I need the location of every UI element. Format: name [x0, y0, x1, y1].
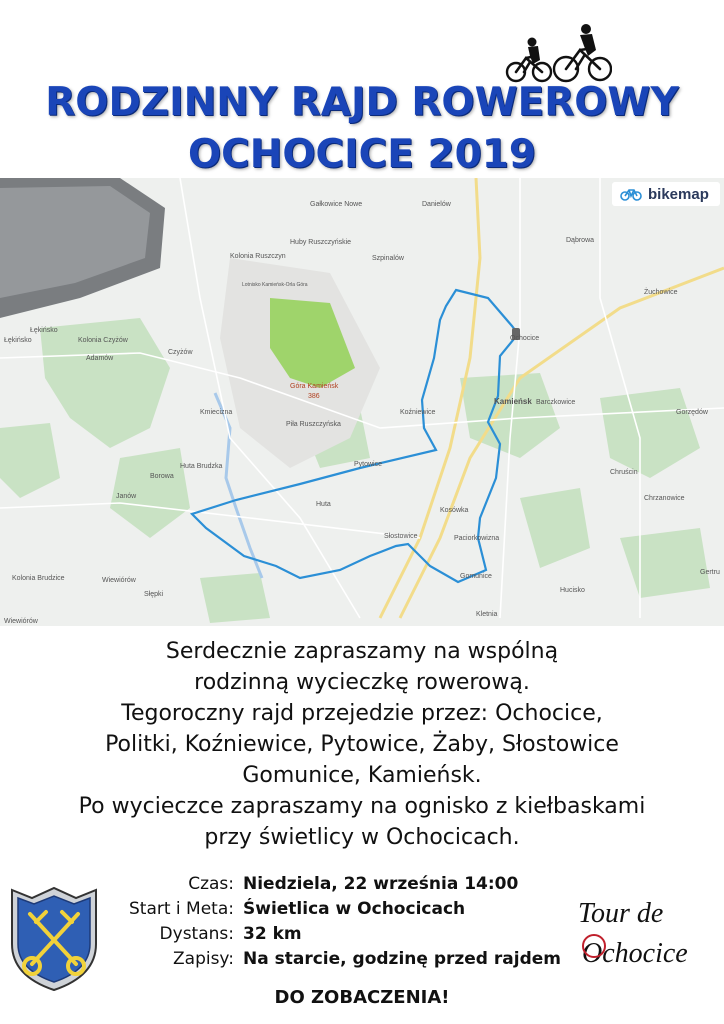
map-label: Gałkowice Nowe: [310, 201, 363, 208]
map-label: Góra Kamieńsk: [290, 383, 339, 390]
map-label: Danielów: [422, 201, 451, 208]
map-label: Adamów: [86, 355, 114, 362]
map-label: Piła Ruszczyńska: [286, 421, 341, 428]
map-label: Kamieńsk: [494, 397, 532, 406]
bikemap-brand-text: bikemap: [648, 185, 709, 203]
detail-label: Zapisy:: [173, 949, 234, 969]
map-label: Kolonia Brudzice: [12, 575, 65, 582]
logo-line-1: Tour de: [578, 898, 664, 929]
closing-text: DO ZOBACZENIA!: [274, 987, 450, 1008]
map-label: Hucisko: [560, 587, 585, 594]
bicycle-icon: [620, 187, 642, 201]
map-label: Kmiecizna: [200, 409, 233, 416]
map-label: Łękińsko: [4, 337, 32, 344]
map-label: Słępki: [144, 591, 164, 598]
map-label: Kletnia: [476, 611, 498, 618]
map-label: Gomunice: [460, 573, 492, 580]
map-label: Kolonia Ruszczyn: [230, 253, 286, 260]
map-label: Huta: [316, 501, 331, 508]
invitation-line: rodzinną wycieczkę rowerową.: [194, 670, 530, 695]
map-label: Kolonia Czyżów: [78, 337, 128, 344]
crossed-keys-coat-of-arms-icon: [6, 884, 102, 994]
map-label: Borowa: [150, 473, 174, 480]
map-label: Szpinalów: [372, 255, 404, 262]
map-label: Żuchowice: [644, 289, 678, 296]
map-label: Ochocice: [510, 335, 540, 342]
detail-label: Dystans:: [159, 924, 234, 944]
detail-label: Start i Meta:: [129, 899, 234, 919]
map-label: Barczkowice: [536, 399, 576, 406]
map-label: Huby Ruszczyńskie: [290, 239, 352, 246]
poster-title-line-1: RODZINNY RAJD ROWEROWY: [45, 80, 679, 125]
detail-value: Niedziela, 22 września 14:00: [243, 874, 519, 894]
map-label: Czyżów: [168, 349, 193, 356]
bikemap-logo: [612, 182, 720, 206]
detail-value: 32 km: [243, 924, 302, 944]
detail-label: Czas:: [188, 874, 234, 894]
map-label: Huta Brudzka: [180, 463, 223, 470]
map-label: Koźniewice: [400, 409, 436, 416]
map-label: Chrzanowice: [644, 495, 685, 502]
invitation-line: Gomunice, Kamieńsk.: [242, 763, 482, 788]
detail-value: Na starcie, godzinę przed rajdem: [243, 949, 561, 969]
invitation-text: [0, 636, 724, 853]
detail-value: Świetlica w Ochocicach: [243, 899, 466, 919]
map-label: Wiewiórów: [4, 618, 38, 625]
cyclists-icon: [500, 20, 612, 84]
map-label: Gorzędów: [676, 409, 708, 416]
invitation-line: Po wycieczce zapraszamy na ognisko z kiełbaskami: [78, 794, 646, 819]
map-label: Chruścin: [610, 469, 638, 476]
invitation-line: przy świetlicy w Ochocicach.: [204, 825, 520, 850]
invitation-line: Politki, Koźniewice, Pytowice, Żaby, Słostowice: [105, 732, 619, 757]
invitation-line: Serdecznie zapraszamy na wspólną: [165, 639, 559, 664]
poster-title-line-2: OCHOCICE 2019: [187, 132, 537, 177]
map-label: Lotnisko Kamieńsk-Orla Góra: [242, 282, 308, 288]
route-map: [0, 178, 724, 626]
map-label: Słostowice: [384, 533, 418, 540]
map-label: Gertru: [700, 569, 720, 576]
map-label: Wiewiórów: [102, 577, 136, 584]
map-label: Pytowice: [354, 461, 383, 468]
map-label: Janów: [116, 493, 137, 500]
invitation-line: Tegoroczny rajd przejedzie przez: Ochocice,: [121, 701, 603, 726]
tour-de-ochocice-logo: [572, 888, 702, 970]
map-label: Dąbrowa: [566, 237, 595, 244]
map-label: Paciorkowizna: [454, 535, 500, 542]
logo-line-2: Ochocice: [582, 938, 688, 969]
map-label: Kosówka: [440, 507, 469, 514]
map-label: 386: [308, 393, 320, 400]
map-label: Łękińsko: [30, 327, 58, 334]
